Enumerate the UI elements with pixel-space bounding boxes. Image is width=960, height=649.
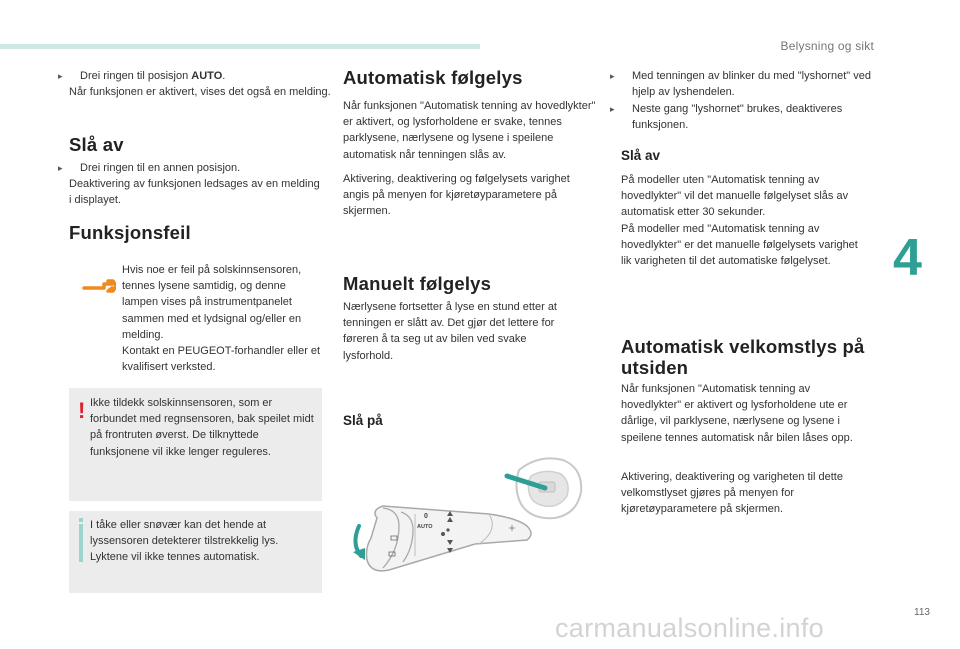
stalk-label-auto: AUTO — [417, 524, 433, 530]
heading-manual-follow: Manuelt følgelys — [343, 273, 492, 294]
info-box — [69, 511, 322, 593]
warning-icon: ! — [78, 398, 86, 423]
page-number: 113 — [914, 607, 930, 618]
heading-fault: Funksjonsfeil — [69, 222, 191, 243]
heading-welcome-light: Automatisk velkomstlys på utsiden — [621, 336, 865, 378]
intro-paragraph: ▸ Drei ringen til posisjon AUTO. Når funksjonen er aktivert, vises det også en melding. — [69, 68, 336, 100]
warning-text: Ikke tildekk solskinnsensoren, som er forbundet med regnsensoren, bak speilet midt på frontruten øverst. De tilknyttede funksjonene vil ikke lenger reguleres. — [90, 397, 314, 458]
welcome-paragraph-2: Aktivering, deaktivering og varigheten til dette velkomstlyset gjøres på menyen for kjøretøyparametere på skjermen. — [621, 471, 843, 516]
stalk-label-zero: 0 — [424, 513, 428, 520]
bullet-flash-1: ▸ Med tenningen av blinker du med "lyshornet" ved hjelp av lyshendelen. — [610, 70, 871, 99]
info-icon — [79, 524, 83, 562]
watermark: carmanualsonline.info — [555, 613, 824, 643]
off-paragraph: ▸ Drei ringen til en annen posisjon. Deaktivering av funksjonen ledsages av en melding i displayet. — [58, 162, 320, 207]
steering-wheel-icon — [507, 458, 581, 518]
header-accent-bar — [0, 44, 480, 49]
bullet-icon: ▸ — [58, 71, 63, 81]
bullet-icon: ▸ — [610, 104, 615, 114]
warning-box — [69, 388, 322, 501]
info-text: I tåke eller snøvær kan det hende at lyssensoren detekterer tilstrekkelig lys. Lyktene vil ikke tennes automatisk. — [90, 519, 279, 564]
manual-paragraph: Nærlysene fortsetter å lyse en stund etter at tenningen er slått av. Det gjør det lettere for føreren å ta seg ut av bilen ved svake lysforhold. — [343, 301, 557, 362]
section-title: Belysning og sikt — [780, 39, 874, 53]
heading-auto-follow: Automatisk følgelys — [343, 67, 523, 88]
chapter-number: 4 — [893, 229, 922, 287]
bullet-icon: ▸ — [58, 163, 63, 173]
heading-off-manual: Slå av — [621, 148, 661, 163]
auto-paragraph-1: Når funksjonen "Automatisk tenning av hovedlykter" er aktivert, og lysforholdene er svake, tennes parklysene, nærlysene og lysene i speilene automatisk når tenningen slås av. — [343, 100, 596, 161]
wrench-icon — [82, 279, 116, 293]
bullet-flash-2: ▸ Neste gang "lyshornet" brukes, deaktiveres funksjonen. — [610, 103, 843, 132]
auto-paragraph-2: Aktivering, deaktivering og følgelysets varighet angis på menyen for kjøretøyparametere på skjermen. — [343, 173, 570, 218]
light-stalk-illustration — [349, 452, 603, 582]
heading-on: Slå på — [343, 413, 383, 428]
intro-text: Når funksjonen er aktivert, vises det også en melding. — [69, 86, 331, 99]
off-manual-paragraph: På modeller uten "Automatisk tenning av hovedlykter" vil det manuelle følgelyset slås av automatisk etter 30 sekunder. På modeller med "Automatisk tenning av hovedlykter" er det manuelle følgelysets varighet lik varigheten til det automatiske følgelyset. — [621, 174, 858, 268]
bullet-icon: ▸ — [610, 71, 615, 81]
welcome-paragraph-1: Når funksjonen "Automatisk tenning av hovedlykter" er aktivert og lysforholdene ute er dårlige, vil parklysene, nærlysene og lysene i speilene tennes automatisk når bilen låses opp. — [621, 383, 853, 444]
fault-paragraph: Hvis noe er feil på solskinnsensoren, tennes lysene samtidig, og denne lampen vises på instrumentpanelet sammen med et lydsignal og/eller en melding. Kontakt en PEUGEOT-forhandler eller et kvalifisert verksted. — [122, 264, 321, 374]
heading-off: Slå av — [69, 134, 124, 155]
